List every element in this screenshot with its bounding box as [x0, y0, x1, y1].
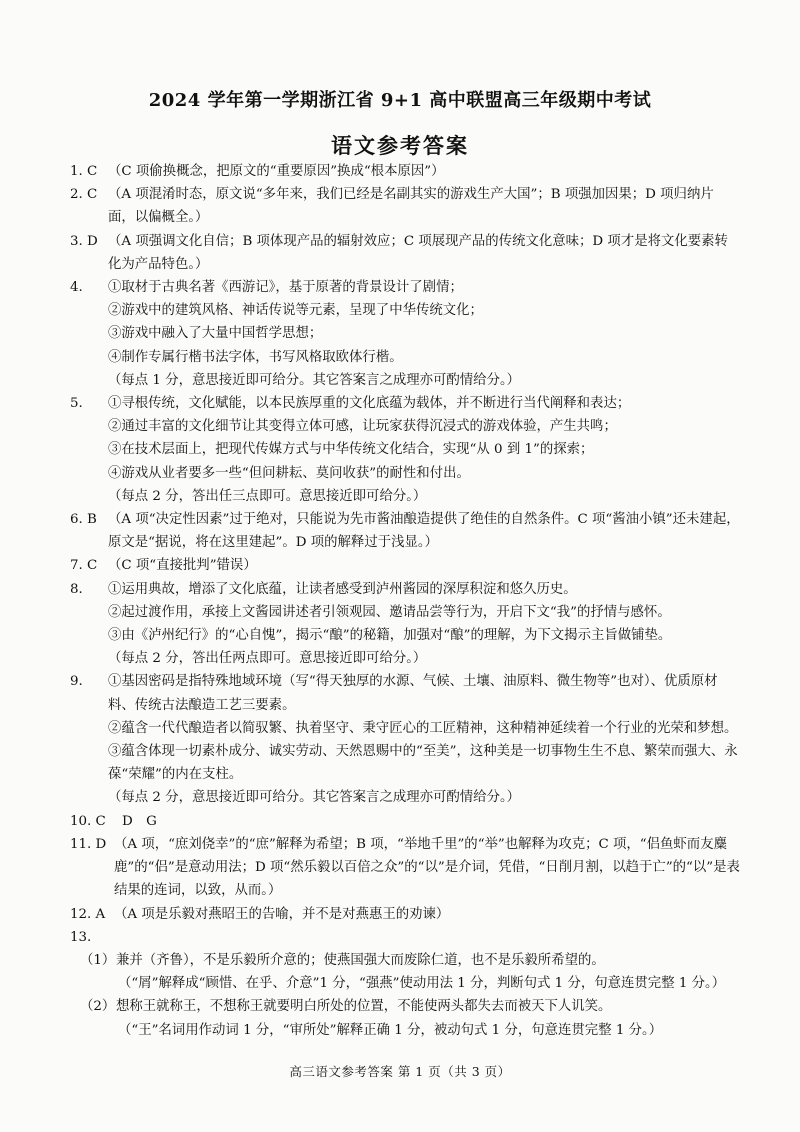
answer-line: ③由《泸州纪行》的“心自愧”，揭示“酿”的秘籍，加强对“酿”的理解，为下文揭示主旨做铺垫。 — [108, 628, 672, 644]
answer-9 — [70, 670, 740, 809]
answer-line: ①寻根传统，文化赋能，以本民族厚重的文化底蕴为载体，并不断进行当代阐释和表达； — [108, 396, 631, 412]
answer-7 — [70, 554, 740, 577]
question-number: 6. B — [70, 512, 97, 528]
scoring-note: （每点 2 分，答出任三点即可。意思接近即可给分。） — [108, 488, 427, 504]
answer-1 — [70, 160, 740, 183]
question-number: 10. C — [70, 813, 106, 829]
answer-line: ③蕴含体现一切素朴成分、诚实劳动、天然恩赐中的“至美”，这种美是一切事物生生不息、繁荣而强大、永葆“荣耀”的内在支柱。 — [108, 744, 738, 783]
answer-line: ①取材于古典名著《西游记》，基于原著的背景设计了剧情； — [108, 280, 463, 296]
scoring-note: （每点 2 分，意思接近即可给分。其它答案言之成理亦可酌情给分。） — [108, 790, 521, 806]
answer-line: ④游戏从业者要多一些“但问耕耘、莫问收获”的耐性和付出。 — [108, 465, 470, 481]
answer-line: ①运用典故，增添了文化底蕴，让读者感受到泸州酱园的深厚积淀和悠久历史。 — [108, 581, 577, 597]
answer-line: ④制作专属行楷书法字体，书写风格取欧体行楷。 — [108, 349, 403, 365]
question-number: 13. — [70, 929, 92, 945]
answer-line: 想称王就称王，不想称王就要明白所处的位置，不能使两头都失去而被天下人讥笑。 — [116, 999, 612, 1015]
answer-line: ①基因密码是指特殊地域环境（写“得天独厚的水源、气候、土壤、油原料、微生物等”也对）、优质原材料、传统古法酿造工艺三要素。 — [108, 674, 718, 713]
page-title: 2024 学年第一学期浙江省 9+1 高中联盟高三年级期中考试 — [148, 90, 652, 111]
answer-line: （A 项强调文化自信；B 项体现产品的辐射效应；C 项展现产品的传统文化意味；D 项才是将文化要素转化为产品特色。） — [108, 233, 728, 272]
answer-list — [70, 160, 740, 1042]
answer-line: （C 项偷换概念，把原文的“重要原因”换成“根本原因”） — [108, 164, 445, 179]
question-number: 5. — [70, 396, 83, 412]
page-subtitle: 语文参考答案 — [331, 133, 469, 158]
scoring-note: （“屑”解释成“顾惜、在乎、介意”1 分，“强燕”使动用法 1 分，判断句式 1 分，句意连贯完整 1 分。） — [118, 976, 726, 992]
answer-13-part-1 — [80, 949, 740, 972]
answer-line: （A 项混淆时态，原文说“多年来，我们已经是名副其实的游戏生产大国”；B 项强加因果；D 项归纳片面，以偏概全。） — [108, 187, 714, 226]
question-number: 2. C — [70, 187, 98, 203]
answer-5 — [70, 392, 740, 508]
question-number: 11. D — [70, 836, 107, 852]
question-number: 3. D — [70, 233, 98, 249]
scoring-note: （每点 1 分，意思接近即可给分。其它答案言之成理亦可酌情给分。） — [108, 372, 521, 388]
answer-line: （A 项，“庶刘侥幸”的“庶”解释为希望；B 项，“举地千里”的“举”也解释为攻克；C 项，“侣鱼虾而友麋鹿”的“侣”是意动用法；D 项“然乐毅以百倍之众”的“以”是介词，凭借，“日削月割，以趋于亡”的“以”是表结果的连词，以致，从而。） — [114, 836, 740, 899]
answer-line: （C 项“直接批判”错误） — [108, 558, 257, 574]
page-footer: 高三语文参考答案 第 1 页（共 3 页） — [289, 1064, 511, 1079]
answer-11 — [70, 833, 740, 903]
question-number: 1. C — [70, 164, 98, 179]
scoring-note: （每点 2 分，答出任两点即可。意思接近即可给分。） — [108, 651, 427, 667]
question-number: 8. — [70, 581, 83, 597]
answer-line: （A 项是乐毅对燕昭王的告喻，并不是对燕惠王的劝谏） — [114, 906, 450, 922]
question-number: 9. — [70, 674, 83, 690]
answer-4 — [70, 276, 740, 392]
sub-question-number: （1） — [80, 952, 116, 968]
question-number: 12. A — [70, 906, 106, 922]
answer-line: ②通过丰富的文化细节让其变得立体可感，让玩家获得沉浸式的游戏体验，产生共鸣； — [108, 419, 617, 435]
answer-6 — [70, 508, 740, 554]
scoring-note: （“王”名词用作动词 1 分，“审所处”解释正确 1 分，被动句式 1 分，句意连贯完整 1 分。） — [118, 1022, 663, 1038]
sub-question-number: （2） — [80, 999, 116, 1015]
answer-line: ③在技术层面上，把现代传媒方式与中华传统文化结合，实现“从 0 到 1”的探索； — [108, 442, 594, 458]
answer-12 — [70, 903, 740, 926]
answer-3 — [70, 230, 740, 276]
answer-line: （A 项“决定性因素”过于绝对，只能说为先市酱油酿造提供了绝佳的自然条件。C 项“酱油小镇”还未建起，原文是“据说，将在这里建起”。D 项的解释过于浅显。） — [108, 512, 740, 551]
answer-line: ②起过渡作用，承接上文酱园讲述者引领观园、邀请品尝等行为，开启下文“我”的抒情与感怀。 — [108, 604, 671, 620]
answer-13-parts — [70, 949, 740, 1042]
answer-line: ②蕴含一代代酿造者以简驭繁、执着坚守、秉守匠心的工匠精神，这种精神延续着一个行业的光荣和梦想。 — [108, 720, 738, 736]
answer-line: D G — [122, 813, 157, 829]
answer-10 — [70, 810, 740, 833]
question-number: 4. — [70, 280, 83, 296]
answer-13 — [70, 926, 740, 949]
answer-line: 兼并（齐鲁），不是乐毅所介意的；使燕国强大而废除仁道，也不是乐毅所希望的。 — [116, 952, 605, 968]
answer-8 — [70, 578, 740, 671]
answer-2 — [70, 183, 740, 229]
answer-line: ③游戏中融入了大量中国哲学思想； — [108, 326, 323, 342]
question-number: 7. C — [70, 558, 98, 574]
answer-line: ②游戏中的建筑风格、神话传说等元素，呈现了中华传统文化； — [108, 303, 483, 319]
answer-13-part-2 — [80, 995, 740, 1018]
